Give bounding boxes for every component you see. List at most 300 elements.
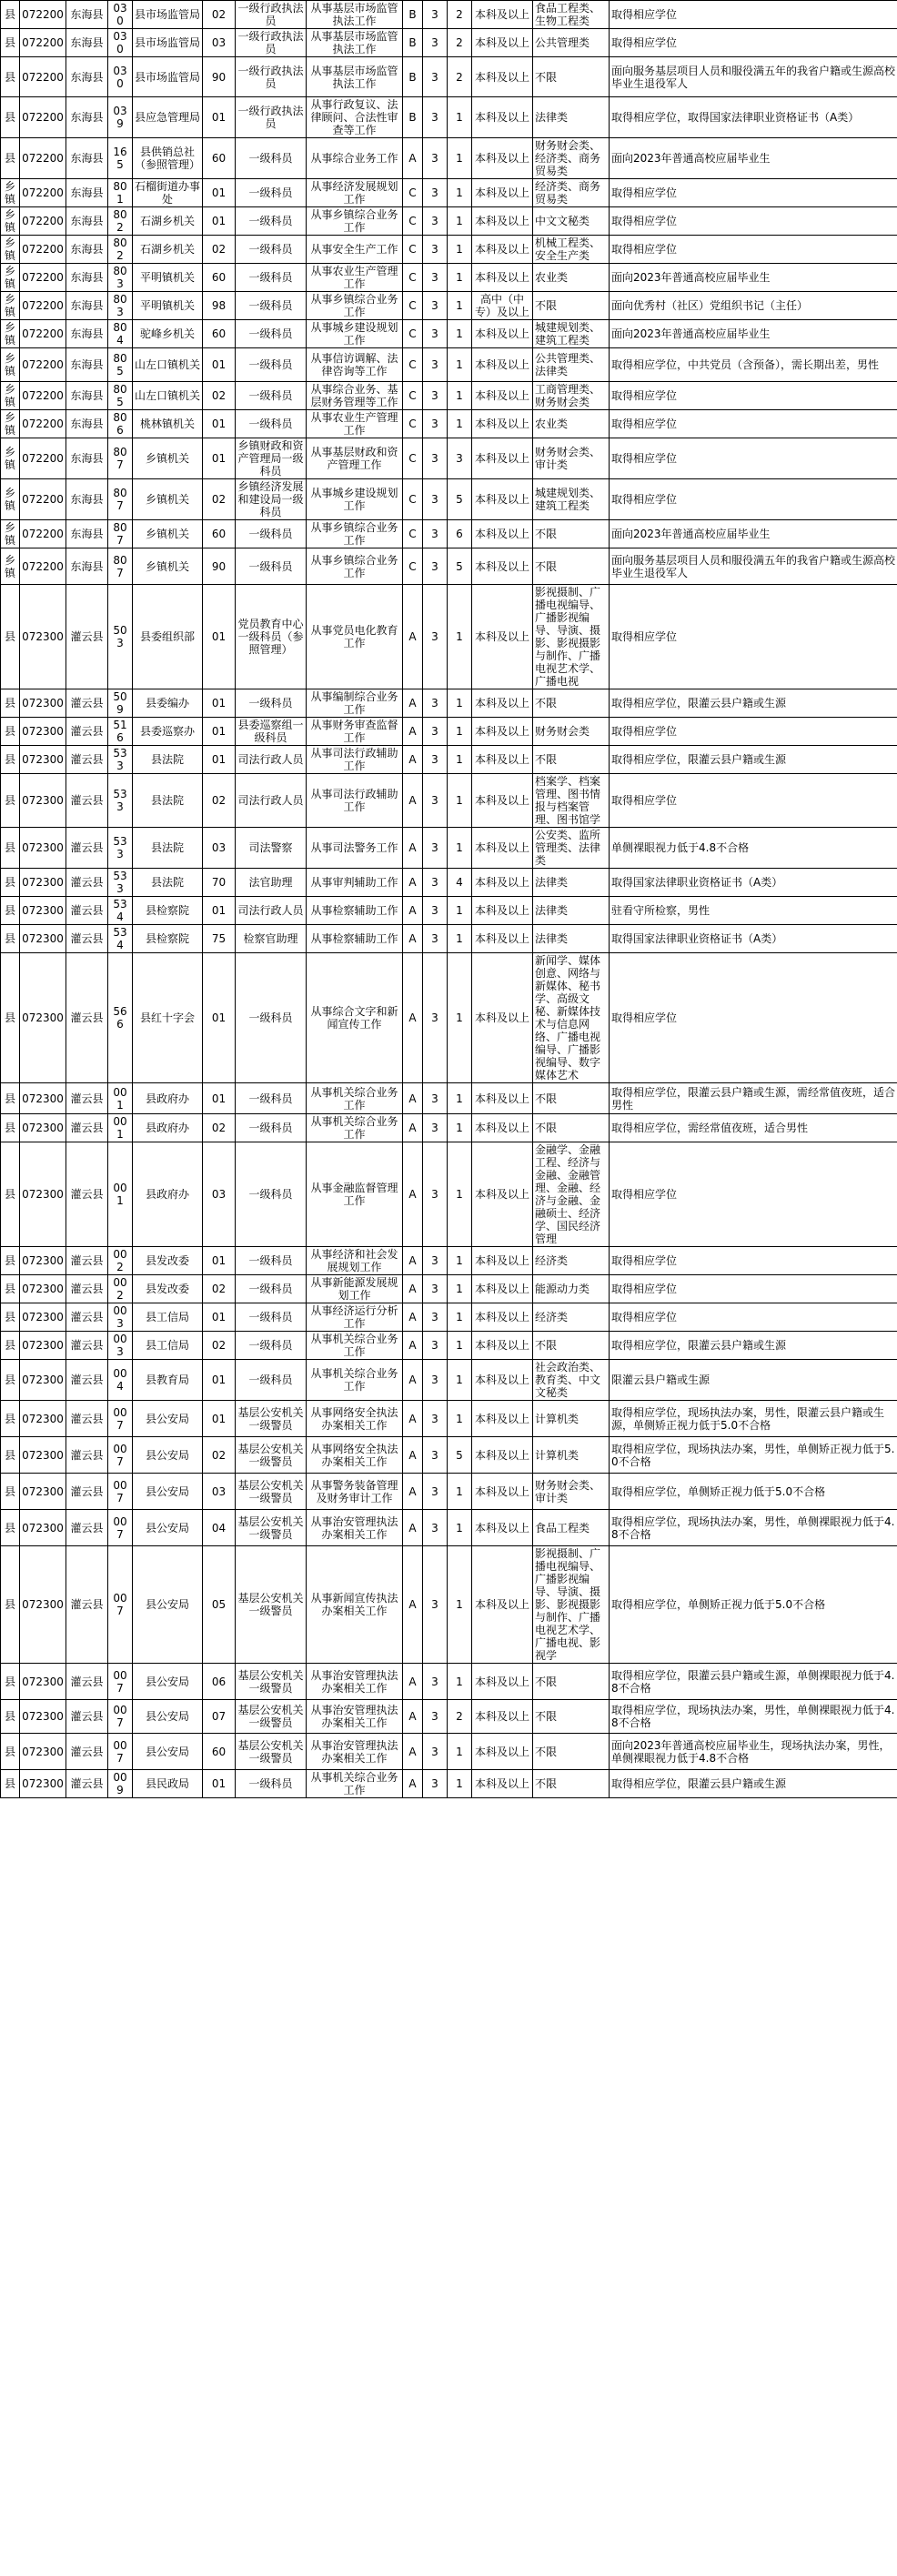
unit-name-cell: 县市场监管局 xyxy=(133,1,203,29)
education-cell: 本科及以上 xyxy=(472,1360,533,1401)
unit-code-cell: 001 xyxy=(108,1114,133,1142)
pos-code-cell: 01 xyxy=(203,179,236,207)
level-cell: 县 xyxy=(1,1247,20,1275)
pos-code-cell: 01 xyxy=(203,207,236,236)
major-cell: 不限 xyxy=(533,1734,610,1770)
exam-type-cell: A xyxy=(403,1360,423,1401)
dept-code-cell: 072300 xyxy=(20,1275,66,1303)
region-cell: 灌云县 xyxy=(66,1401,108,1437)
other-requirements-cell: 取得相应学位 xyxy=(610,953,897,1083)
table-row xyxy=(1,1474,897,1510)
job-duty-cell: 从事城乡建设规划工作 xyxy=(307,320,403,348)
other-requirements-cell: 面向2023年普通高校应届毕业生，现场执法办案，男性，单侧裸眼视力低于4.8不合格 xyxy=(610,1734,897,1770)
pos-code-cell: 60 xyxy=(203,1734,236,1770)
education-cell: 本科及以上 xyxy=(472,97,533,138)
count-cell: 3 xyxy=(448,438,472,479)
pos-code-cell: 01 xyxy=(203,1303,236,1332)
table-row xyxy=(1,1664,897,1700)
major-cell: 经济类、商务贸易类 xyxy=(533,179,610,207)
ratio-cell: 3 xyxy=(423,828,448,869)
job-duty-cell: 从事机关综合业务工作 xyxy=(307,1083,403,1114)
education-cell: 本科及以上 xyxy=(472,236,533,264)
dept-code-cell: 072200 xyxy=(20,320,66,348)
position-cell: 一级行政执法员 xyxy=(236,57,307,97)
region-cell: 灌云县 xyxy=(66,1142,108,1247)
pos-code-cell: 01 xyxy=(203,97,236,138)
table-row xyxy=(1,718,897,746)
dept-code-cell: 072300 xyxy=(20,746,66,774)
job-duty-cell: 从事基层市场监管执法工作 xyxy=(307,57,403,97)
education-cell: 本科及以上 xyxy=(472,382,533,410)
level-cell: 县 xyxy=(1,1474,20,1510)
exam-type-cell: C xyxy=(403,292,423,320)
major-cell: 财务财会类 xyxy=(533,718,610,746)
ratio-cell: 3 xyxy=(423,179,448,207)
position-cell: 一级行政执法员 xyxy=(236,29,307,57)
ratio-cell: 3 xyxy=(423,1474,448,1510)
position-cell: 一级科员 xyxy=(236,264,307,292)
level-cell: 县 xyxy=(1,1401,20,1437)
education-cell: 本科及以上 xyxy=(472,520,533,548)
region-cell: 灌云县 xyxy=(66,689,108,718)
major-cell: 法律类 xyxy=(533,97,610,138)
count-cell: 1 xyxy=(448,718,472,746)
unit-code-cell: 533 xyxy=(108,828,133,869)
unit-name-cell: 县政府办 xyxy=(133,1083,203,1114)
unit-code-cell: 007 xyxy=(108,1734,133,1770)
count-cell: 1 xyxy=(448,1770,472,1798)
level-cell: 县 xyxy=(1,1114,20,1142)
pos-code-cell: 60 xyxy=(203,138,236,179)
education-cell: 本科及以上 xyxy=(472,897,533,925)
major-cell: 财务财会类、经济类、商务贸易类 xyxy=(533,138,610,179)
ratio-cell: 3 xyxy=(423,207,448,236)
table-row xyxy=(1,1510,897,1546)
unit-code-cell: 039 xyxy=(108,97,133,138)
dept-code-cell: 072300 xyxy=(20,1700,66,1734)
dept-code-cell: 072200 xyxy=(20,382,66,410)
table-row xyxy=(1,1734,897,1770)
job-duty-cell: 从事乡镇综合业务工作 xyxy=(307,548,403,585)
count-cell: 2 xyxy=(448,57,472,97)
unit-code-cell: 803 xyxy=(108,264,133,292)
pos-code-cell: 02 xyxy=(203,1114,236,1142)
count-cell: 1 xyxy=(448,410,472,438)
job-duty-cell: 从事基层市场监管执法工作 xyxy=(307,29,403,57)
job-duty-cell: 从事司法行政辅助工作 xyxy=(307,746,403,774)
pos-code-cell: 04 xyxy=(203,1510,236,1546)
table-row xyxy=(1,953,897,1083)
exam-type-cell: A xyxy=(403,1083,423,1114)
pos-code-cell: 02 xyxy=(203,1,236,29)
education-cell: 本科及以上 xyxy=(472,320,533,348)
education-cell: 本科及以上 xyxy=(472,585,533,689)
level-cell: 乡镇 xyxy=(1,548,20,585)
education-cell: 本科及以上 xyxy=(472,1510,533,1546)
dept-code-cell: 072200 xyxy=(20,179,66,207)
unit-name-cell: 山左口镇机关 xyxy=(133,348,203,382)
major-cell: 食品工程类 xyxy=(533,1510,610,1546)
other-requirements-cell: 取得相应学位 xyxy=(610,774,897,828)
region-cell: 灌云县 xyxy=(66,1546,108,1664)
table-row xyxy=(1,689,897,718)
position-cell: 一级科员 xyxy=(236,236,307,264)
major-cell: 新闻学、媒体创意、网络与新媒体、秘书学、高级文秘、新媒体技术与信息网络、广播电视编导、广播影视编导、数字媒体艺术 xyxy=(533,953,610,1083)
job-duty-cell: 从事乡镇综合业务工作 xyxy=(307,207,403,236)
level-cell: 县 xyxy=(1,97,20,138)
job-duty-cell: 从事新闻宣传执法办案相关工作 xyxy=(307,1546,403,1664)
position-cell: 一级科员 xyxy=(236,179,307,207)
ratio-cell: 3 xyxy=(423,689,448,718)
unit-code-cell: 805 xyxy=(108,382,133,410)
dept-code-cell: 072200 xyxy=(20,264,66,292)
count-cell: 1 xyxy=(448,689,472,718)
level-cell: 乡镇 xyxy=(1,520,20,548)
ratio-cell: 3 xyxy=(423,1437,448,1474)
ratio-cell: 3 xyxy=(423,925,448,953)
job-duty-cell: 从事网络安全执法办案相关工作 xyxy=(307,1437,403,1474)
major-cell: 公安类、监所管理类、法律类 xyxy=(533,828,610,869)
job-duty-cell: 从事编制综合业务工作 xyxy=(307,689,403,718)
position-cell: 一级科员 xyxy=(236,348,307,382)
major-cell: 不限 xyxy=(533,1700,610,1734)
dept-code-cell: 072200 xyxy=(20,292,66,320)
education-cell: 本科及以上 xyxy=(472,828,533,869)
region-cell: 灌云县 xyxy=(66,1474,108,1510)
position-cell: 司法行政人员 xyxy=(236,746,307,774)
region-cell: 东海县 xyxy=(66,410,108,438)
other-requirements-cell: 单侧裸眼视力低于4.8不合格 xyxy=(610,828,897,869)
position-cell: 一级科员 xyxy=(236,689,307,718)
unit-name-cell: 县法院 xyxy=(133,828,203,869)
position-cell: 一级科员 xyxy=(236,320,307,348)
education-cell: 本科及以上 xyxy=(472,925,533,953)
other-requirements-cell: 取得相应学位 xyxy=(610,438,897,479)
region-cell: 灌云县 xyxy=(66,925,108,953)
unit-code-cell: 533 xyxy=(108,774,133,828)
dept-code-cell: 072300 xyxy=(20,1437,66,1474)
count-cell: 1 xyxy=(448,292,472,320)
level-cell: 县 xyxy=(1,1303,20,1332)
position-cell: 一级科员 xyxy=(236,1142,307,1247)
count-cell: 1 xyxy=(448,264,472,292)
region-cell: 东海县 xyxy=(66,179,108,207)
unit-name-cell: 县委组织部 xyxy=(133,585,203,689)
pos-code-cell: 98 xyxy=(203,292,236,320)
count-cell: 1 xyxy=(448,348,472,382)
dept-code-cell: 072200 xyxy=(20,348,66,382)
region-cell: 灌云县 xyxy=(66,746,108,774)
level-cell: 县 xyxy=(1,1083,20,1114)
region-cell: 灌云县 xyxy=(66,1360,108,1401)
count-cell: 1 xyxy=(448,1664,472,1700)
education-cell: 本科及以上 xyxy=(472,1401,533,1437)
count-cell: 1 xyxy=(448,1083,472,1114)
unit-name-cell: 乡镇机关 xyxy=(133,479,203,520)
major-cell: 影视摄制、广播电视编导、广播影视编导、导演、摄影、影视摄影与制作、广播电视艺术学、广播电视 xyxy=(533,585,610,689)
exam-type-cell: A xyxy=(403,1474,423,1510)
unit-name-cell: 县公安局 xyxy=(133,1437,203,1474)
ratio-cell: 3 xyxy=(423,1546,448,1664)
pos-code-cell: 02 xyxy=(203,1275,236,1303)
job-duty-cell: 从事新能源发展规划工作 xyxy=(307,1275,403,1303)
major-cell: 不限 xyxy=(533,1770,610,1798)
region-cell: 灌云县 xyxy=(66,585,108,689)
position-cell: 一级科员 xyxy=(236,548,307,585)
count-cell: 4 xyxy=(448,869,472,897)
ratio-cell: 3 xyxy=(423,292,448,320)
table-row xyxy=(1,236,897,264)
dept-code-cell: 072200 xyxy=(20,520,66,548)
dept-code-cell: 072300 xyxy=(20,953,66,1083)
job-duty-cell: 从事治安管理执法办案相关工作 xyxy=(307,1664,403,1700)
position-cell: 司法行政人员 xyxy=(236,897,307,925)
table-row xyxy=(1,828,897,869)
unit-code-cell: 030 xyxy=(108,29,133,57)
dept-code-cell: 072200 xyxy=(20,548,66,585)
unit-code-cell: 001 xyxy=(108,1083,133,1114)
exam-type-cell: A xyxy=(403,1303,423,1332)
exam-type-cell: A xyxy=(403,1332,423,1360)
level-cell: 县 xyxy=(1,1510,20,1546)
pos-code-cell: 02 xyxy=(203,382,236,410)
ratio-cell: 3 xyxy=(423,410,448,438)
exam-type-cell: C xyxy=(403,264,423,292)
exam-type-cell: A xyxy=(403,828,423,869)
other-requirements-cell: 面向2023年普通高校应届毕业生 xyxy=(610,320,897,348)
ratio-cell: 3 xyxy=(423,1247,448,1275)
other-requirements-cell: 取得相应学位，单侧矫正视力低于5.0不合格 xyxy=(610,1474,897,1510)
pos-code-cell: 01 xyxy=(203,1770,236,1798)
region-cell: 灌云县 xyxy=(66,1247,108,1275)
other-requirements-cell: 面向服务基层项目人员和服役满五年的我省户籍或生源高校毕业生退役军人 xyxy=(610,57,897,97)
exam-type-cell: C xyxy=(403,236,423,264)
job-duty-cell: 从事城乡建设规划工作 xyxy=(307,479,403,520)
table-row xyxy=(1,869,897,897)
position-cell: 一级科员 xyxy=(236,1247,307,1275)
unit-name-cell: 平明镇机关 xyxy=(133,292,203,320)
job-duty-cell: 从事党员电化教育工作 xyxy=(307,585,403,689)
pos-code-cell: 03 xyxy=(203,1142,236,1247)
unit-name-cell: 县工信局 xyxy=(133,1332,203,1360)
position-cell: 基层公安机关一级警员 xyxy=(236,1510,307,1546)
level-cell: 县 xyxy=(1,1275,20,1303)
dept-code-cell: 072200 xyxy=(20,97,66,138)
position-cell: 司法警察 xyxy=(236,828,307,869)
pos-code-cell: 03 xyxy=(203,828,236,869)
dept-code-cell: 072300 xyxy=(20,1734,66,1770)
level-cell: 县 xyxy=(1,29,20,57)
count-cell: 1 xyxy=(448,97,472,138)
ratio-cell: 3 xyxy=(423,479,448,520)
exam-type-cell: A xyxy=(403,1114,423,1142)
education-cell: 本科及以上 xyxy=(472,479,533,520)
position-cell: 一级行政执法员 xyxy=(236,97,307,138)
level-cell: 县 xyxy=(1,1700,20,1734)
count-cell: 1 xyxy=(448,207,472,236)
dept-code-cell: 072300 xyxy=(20,585,66,689)
ratio-cell: 3 xyxy=(423,520,448,548)
job-duty-cell: 从事经济发展规划工作 xyxy=(307,179,403,207)
exam-type-cell: A xyxy=(403,869,423,897)
level-cell: 县 xyxy=(1,828,20,869)
pos-code-cell: 06 xyxy=(203,1664,236,1700)
count-cell: 1 xyxy=(448,1474,472,1510)
count-cell: 6 xyxy=(448,520,472,548)
pos-code-cell: 01 xyxy=(203,689,236,718)
table-row xyxy=(1,774,897,828)
level-cell: 县 xyxy=(1,1546,20,1664)
table-row xyxy=(1,1546,897,1664)
other-requirements-cell: 取得相应学位，取得国家法律职业资格证书（A类） xyxy=(610,97,897,138)
level-cell: 县 xyxy=(1,774,20,828)
job-duty-cell: 从事机关综合业务工作 xyxy=(307,1360,403,1401)
count-cell: 1 xyxy=(448,925,472,953)
education-cell: 本科及以上 xyxy=(472,29,533,57)
major-cell: 法律类 xyxy=(533,869,610,897)
unit-name-cell: 驼峰乡机关 xyxy=(133,320,203,348)
unit-name-cell: 县公安局 xyxy=(133,1700,203,1734)
table-row xyxy=(1,179,897,207)
other-requirements-cell: 取得相应学位 xyxy=(610,585,897,689)
job-duty-cell: 从事基层财政和资产管理工作 xyxy=(307,438,403,479)
job-duty-cell: 从事机关综合业务工作 xyxy=(307,1114,403,1142)
other-requirements-cell: 取得相应学位 xyxy=(610,1303,897,1332)
dept-code-cell: 072300 xyxy=(20,1360,66,1401)
table-row xyxy=(1,348,897,382)
unit-code-cell: 009 xyxy=(108,1770,133,1798)
other-requirements-cell: 取得相应学位 xyxy=(610,179,897,207)
other-requirements-cell: 取得相应学位，现场执法办案，男性，单侧裸眼视力低于4.8不合格 xyxy=(610,1700,897,1734)
table-row xyxy=(1,207,897,236)
count-cell: 5 xyxy=(448,548,472,585)
position-cell: 一级科员 xyxy=(236,520,307,548)
job-duty-cell: 从事检察辅助工作 xyxy=(307,897,403,925)
dept-code-cell: 072200 xyxy=(20,207,66,236)
dept-code-cell: 072300 xyxy=(20,1303,66,1332)
dept-code-cell: 072300 xyxy=(20,718,66,746)
job-duty-cell: 从事农业生产管理工作 xyxy=(307,410,403,438)
region-cell: 东海县 xyxy=(66,1,108,29)
job-duty-cell: 从事乡镇综合业务工作 xyxy=(307,292,403,320)
ratio-cell: 3 xyxy=(423,236,448,264)
education-cell: 本科及以上 xyxy=(472,348,533,382)
pos-code-cell: 01 xyxy=(203,585,236,689)
pos-code-cell: 01 xyxy=(203,410,236,438)
pos-code-cell: 01 xyxy=(203,1247,236,1275)
exam-type-cell: A xyxy=(403,953,423,1083)
dept-code-cell: 072300 xyxy=(20,1664,66,1700)
position-cell: 基层公安机关一级警员 xyxy=(236,1474,307,1510)
exam-type-cell: A xyxy=(403,1247,423,1275)
ratio-cell: 3 xyxy=(423,29,448,57)
education-cell: 本科及以上 xyxy=(472,264,533,292)
table-row xyxy=(1,585,897,689)
exam-type-cell: C xyxy=(403,410,423,438)
pos-code-cell: 01 xyxy=(203,718,236,746)
other-requirements-cell: 取得相应学位，中共党员（含预备），需长期出差，男性 xyxy=(610,348,897,382)
education-cell: 本科及以上 xyxy=(472,1,533,29)
job-duty-cell: 从事治安管理执法办案相关工作 xyxy=(307,1700,403,1734)
dept-code-cell: 072300 xyxy=(20,1510,66,1546)
count-cell: 5 xyxy=(448,479,472,520)
dept-code-cell: 072300 xyxy=(20,1401,66,1437)
level-cell: 县 xyxy=(1,1142,20,1247)
unit-code-cell: 801 xyxy=(108,179,133,207)
unit-code-cell: 004 xyxy=(108,1360,133,1401)
major-cell: 计算机类 xyxy=(533,1401,610,1437)
other-requirements-cell: 取得相应学位，现场执法办案，男性，单侧矫正视力低于5.0不合格 xyxy=(610,1437,897,1474)
count-cell: 2 xyxy=(448,1700,472,1734)
major-cell: 法律类 xyxy=(533,897,610,925)
count-cell: 1 xyxy=(448,1275,472,1303)
level-cell: 县 xyxy=(1,1664,20,1700)
major-cell: 财务财会类、审计类 xyxy=(533,438,610,479)
other-requirements-cell: 取得相应学位，单侧矫正视力低于5.0不合格 xyxy=(610,1546,897,1664)
exam-type-cell: A xyxy=(403,925,423,953)
table-row xyxy=(1,548,897,585)
job-duty-cell: 从事农业生产管理工作 xyxy=(307,264,403,292)
count-cell: 1 xyxy=(448,585,472,689)
position-cell: 一级科员 xyxy=(236,1360,307,1401)
pos-code-cell: 05 xyxy=(203,1546,236,1664)
table-row xyxy=(1,292,897,320)
unit-code-cell: 007 xyxy=(108,1700,133,1734)
ratio-cell: 3 xyxy=(423,774,448,828)
major-cell: 能源动力类 xyxy=(533,1275,610,1303)
ratio-cell: 3 xyxy=(423,1734,448,1770)
education-cell: 高中（中专）及以上 xyxy=(472,292,533,320)
unit-name-cell: 县供销总社（参照管理） xyxy=(133,138,203,179)
position-cell: 一级行政执法员 xyxy=(236,1,307,29)
ratio-cell: 3 xyxy=(423,1332,448,1360)
education-cell: 本科及以上 xyxy=(472,1083,533,1114)
pos-code-cell: 02 xyxy=(203,236,236,264)
dept-code-cell: 072300 xyxy=(20,925,66,953)
position-cell: 基层公安机关一级警员 xyxy=(236,1734,307,1770)
other-requirements-cell: 取得相应学位，限灌云县户籍或生源 xyxy=(610,1332,897,1360)
region-cell: 东海县 xyxy=(66,292,108,320)
unit-code-cell: 003 xyxy=(108,1332,133,1360)
exam-type-cell: A xyxy=(403,1437,423,1474)
unit-code-cell: 533 xyxy=(108,869,133,897)
major-cell: 不限 xyxy=(533,548,610,585)
ratio-cell: 3 xyxy=(423,897,448,925)
ratio-cell: 3 xyxy=(423,1142,448,1247)
other-requirements-cell: 取得相应学位，限灌云县户籍或生源，需经常值夜班，适合男性 xyxy=(610,1083,897,1114)
ratio-cell: 3 xyxy=(423,1083,448,1114)
unit-name-cell: 平明镇机关 xyxy=(133,264,203,292)
ratio-cell: 3 xyxy=(423,1275,448,1303)
pos-code-cell: 01 xyxy=(203,953,236,1083)
level-cell: 县 xyxy=(1,1332,20,1360)
pos-code-cell: 90 xyxy=(203,548,236,585)
dept-code-cell: 072200 xyxy=(20,1,66,29)
table-row xyxy=(1,1700,897,1734)
job-duty-cell: 从事安全生产工作 xyxy=(307,236,403,264)
position-cell: 一级科员 xyxy=(236,410,307,438)
unit-name-cell: 县民政局 xyxy=(133,1770,203,1798)
position-cell: 一级科员 xyxy=(236,1275,307,1303)
region-cell: 东海县 xyxy=(66,320,108,348)
ratio-cell: 3 xyxy=(423,264,448,292)
education-cell: 本科及以上 xyxy=(472,1142,533,1247)
other-requirements-cell: 面向服务基层项目人员和服役满五年的我省户籍或生源高校毕业生退役军人 xyxy=(610,548,897,585)
count-cell: 1 xyxy=(448,320,472,348)
position-cell: 一级科员 xyxy=(236,953,307,1083)
count-cell: 1 xyxy=(448,179,472,207)
major-cell: 城建规划类、建筑工程类 xyxy=(533,479,610,520)
